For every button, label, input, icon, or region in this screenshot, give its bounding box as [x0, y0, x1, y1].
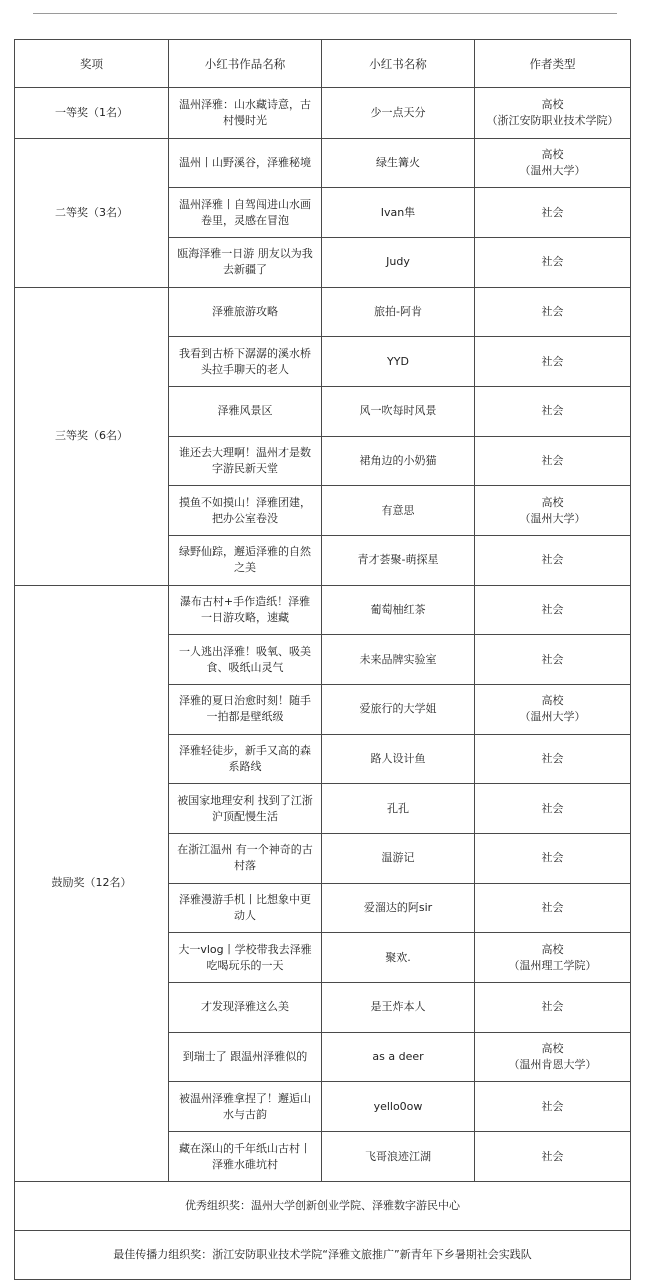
- author-type-label: 高校: [541, 148, 564, 162]
- author-type-label: 社会: [541, 404, 564, 418]
- author-type-label: 高校: [541, 97, 564, 111]
- author-type-label: 社会: [541, 354, 564, 368]
- awards-table: [14, 39, 631, 1280]
- account-name-cell: 爱溜达的阿sir: [322, 883, 475, 933]
- work-title-cell: 谁还去大理啊！温州才是数字游民新天堂: [169, 436, 322, 486]
- work-title-cell: 瀑布古村+手作造纸！泽雅一日游攻略，速藏: [169, 585, 322, 635]
- author-type-label: 社会: [541, 851, 564, 865]
- account-name-cell: Judy: [322, 238, 475, 288]
- account-name-cell: 聚欢.: [322, 933, 475, 983]
- work-title-cell: 温州泽雅丨自驾闯进山水画卷里，灵感在冒泡: [169, 188, 322, 238]
- author-type-cell: [475, 337, 631, 387]
- author-type-label: 社会: [541, 1099, 564, 1113]
- table-row: [15, 138, 631, 188]
- work-title-cell: 一人逃出泽雅！吸氧、吸美食、吸纸山灵气: [169, 635, 322, 685]
- work-title-cell: 泽雅旅游攻略: [169, 287, 322, 337]
- account-name-cell: 少一点天分: [322, 88, 475, 139]
- account-name-cell: 有意思: [322, 486, 475, 536]
- author-type-label: 社会: [541, 1000, 564, 1014]
- work-title-cell: 泽雅轻徒步，新手又高的森系路线: [169, 734, 322, 784]
- author-type-cell: [475, 883, 631, 933]
- col-header-work: 小红书作品名称: [169, 40, 322, 88]
- account-name-cell: 青才荟聚-萌探星: [322, 536, 475, 586]
- award-level-cell: 鼓励奖（12名）: [15, 585, 169, 1181]
- author-type-label: 社会: [541, 801, 564, 815]
- author-type-cell: [475, 436, 631, 486]
- work-title-cell: 泽雅风景区: [169, 387, 322, 437]
- account-name-cell: yello0ow: [322, 1082, 475, 1132]
- author-type-cell: [475, 188, 631, 238]
- table-row: [15, 585, 631, 635]
- award-level-cell: 一等奖（1名）: [15, 88, 169, 139]
- account-name-cell: 是王炸本人: [322, 983, 475, 1033]
- author-institution-label: （温州肯恩大学）: [508, 1058, 597, 1072]
- author-type-cell: [475, 784, 631, 834]
- author-institution-label: （温州大学）: [519, 710, 586, 724]
- award-level-cell: 二等奖（3名）: [15, 138, 169, 287]
- author-institution-label: （温州大学）: [519, 511, 586, 525]
- col-header-type: 作者类型: [475, 40, 631, 88]
- author-type-cell: [475, 486, 631, 536]
- author-type-cell: [475, 1032, 631, 1082]
- author-type-label: 社会: [541, 454, 564, 468]
- work-title-cell: 绿野仙踪，邂逅泽雅的自然之美: [169, 536, 322, 586]
- author-type-cell: [475, 88, 631, 139]
- col-header-account: 小红书名称: [322, 40, 475, 88]
- spread-award-text: 最佳传播力组织奖：浙江安防职业技术学院“泽雅文旅推广”新青年下乡暑期社会实践队: [15, 1231, 631, 1280]
- account-name-cell: as a deer: [322, 1032, 475, 1082]
- work-title-cell: 摸鱼不如摸山！泽雅团建，把办公室卷没: [169, 486, 322, 536]
- author-type-cell: [475, 536, 631, 586]
- author-type-label: 社会: [541, 305, 564, 319]
- author-type-cell: [475, 734, 631, 784]
- author-type-label: 社会: [541, 1149, 564, 1163]
- account-name-cell: 风一吹每时风景: [322, 387, 475, 437]
- author-type-label: 高校: [541, 942, 564, 956]
- work-title-cell: 大一vlog丨学校带我去泽雅吃喝玩乐的一天: [169, 933, 322, 983]
- work-title-cell: 泽雅的夏日治愈时刻！随手一拍都是壁纸级: [169, 685, 322, 735]
- award-level-cell: 三等奖（6名）: [15, 287, 169, 585]
- author-type-cell: [475, 933, 631, 983]
- footer-row-organizer: [15, 1182, 631, 1231]
- work-title-cell: 泽雅漫游手机丨比想象中更动人: [169, 883, 322, 933]
- author-type-label: 社会: [541, 901, 564, 915]
- account-name-cell: 孔孔: [322, 784, 475, 834]
- work-title-cell: 我看到古桥下潺潺的溪水桥头拉手聊天的老人: [169, 337, 322, 387]
- work-title-cell: 到瑞士了 跟温州泽雅似的: [169, 1032, 322, 1082]
- author-type-cell: [475, 685, 631, 735]
- author-type-cell: [475, 287, 631, 337]
- work-title-cell: 温州丨山野溪谷，泽雅秘境: [169, 138, 322, 188]
- author-type-label: 社会: [541, 752, 564, 766]
- work-title-cell: 才发现泽雅这么美: [169, 983, 322, 1033]
- table-row: [15, 287, 631, 337]
- author-type-label: 社会: [541, 553, 564, 567]
- author-type-label: 社会: [541, 255, 564, 269]
- awards-body: [15, 88, 631, 1182]
- work-title-cell: 被国家地理安利 找到了江浙沪顶配慢生活: [169, 784, 322, 834]
- col-header-award: 奖项: [15, 40, 169, 88]
- account-name-cell: 温游记: [322, 834, 475, 884]
- account-name-cell: 飞哥浪迹江湖: [322, 1132, 475, 1182]
- work-title-cell: 瓯海泽雅一日游 朋友以为我去新疆了: [169, 238, 322, 288]
- author-type-cell: [475, 387, 631, 437]
- account-name-cell: Ivan隼: [322, 188, 475, 238]
- account-name-cell: YYD: [322, 337, 475, 387]
- account-name-cell: 爱旅行的大学姐: [322, 685, 475, 735]
- account-name-cell: 葡萄柚红茶: [322, 585, 475, 635]
- author-type-cell: [475, 635, 631, 685]
- author-institution-label: （温州理工学院）: [508, 958, 597, 972]
- work-title-cell: 温州泽雅：山水藏诗意，古村慢时光: [169, 88, 322, 139]
- header-row: [15, 40, 631, 88]
- table-row: [15, 88, 631, 139]
- author-type-label: 高校: [541, 1042, 564, 1056]
- author-type-cell: [475, 1082, 631, 1132]
- author-type-label: 高校: [541, 694, 564, 708]
- account-name-cell: 未来品牌实验室: [322, 635, 475, 685]
- author-type-cell: [475, 585, 631, 635]
- author-type-label: 社会: [541, 603, 564, 617]
- author-type-label: 社会: [541, 652, 564, 666]
- author-type-cell: [475, 1132, 631, 1182]
- work-title-cell: 在浙江温州 有一个神奇的古村落: [169, 834, 322, 884]
- top-divider: [33, 13, 617, 14]
- author-type-label: 高校: [541, 495, 564, 509]
- account-name-cell: 旅拍-阿肯: [322, 287, 475, 337]
- work-title-cell: 被温州泽雅拿捏了！邂逅山水与古韵: [169, 1082, 322, 1132]
- work-title-cell: 藏在深山的千年纸山古村丨泽雅水碓坑村: [169, 1132, 322, 1182]
- author-type-cell: [475, 983, 631, 1033]
- author-type-cell: [475, 834, 631, 884]
- author-institution-label: （浙江安防职业技术学院）: [486, 113, 619, 127]
- account-name-cell: 路人设计鱼: [322, 734, 475, 784]
- footer-row-spread: [15, 1231, 631, 1280]
- author-type-cell: [475, 138, 631, 188]
- organizer-award-text: 优秀组织奖：温州大学创新创业学院、泽雅数字游民中心: [15, 1182, 631, 1231]
- author-type-cell: [475, 238, 631, 288]
- account-name-cell: 裙角边的小奶猫: [322, 436, 475, 486]
- author-institution-label: （温州大学）: [519, 164, 586, 178]
- account-name-cell: 绿生篝火: [322, 138, 475, 188]
- author-type-label: 社会: [541, 205, 564, 219]
